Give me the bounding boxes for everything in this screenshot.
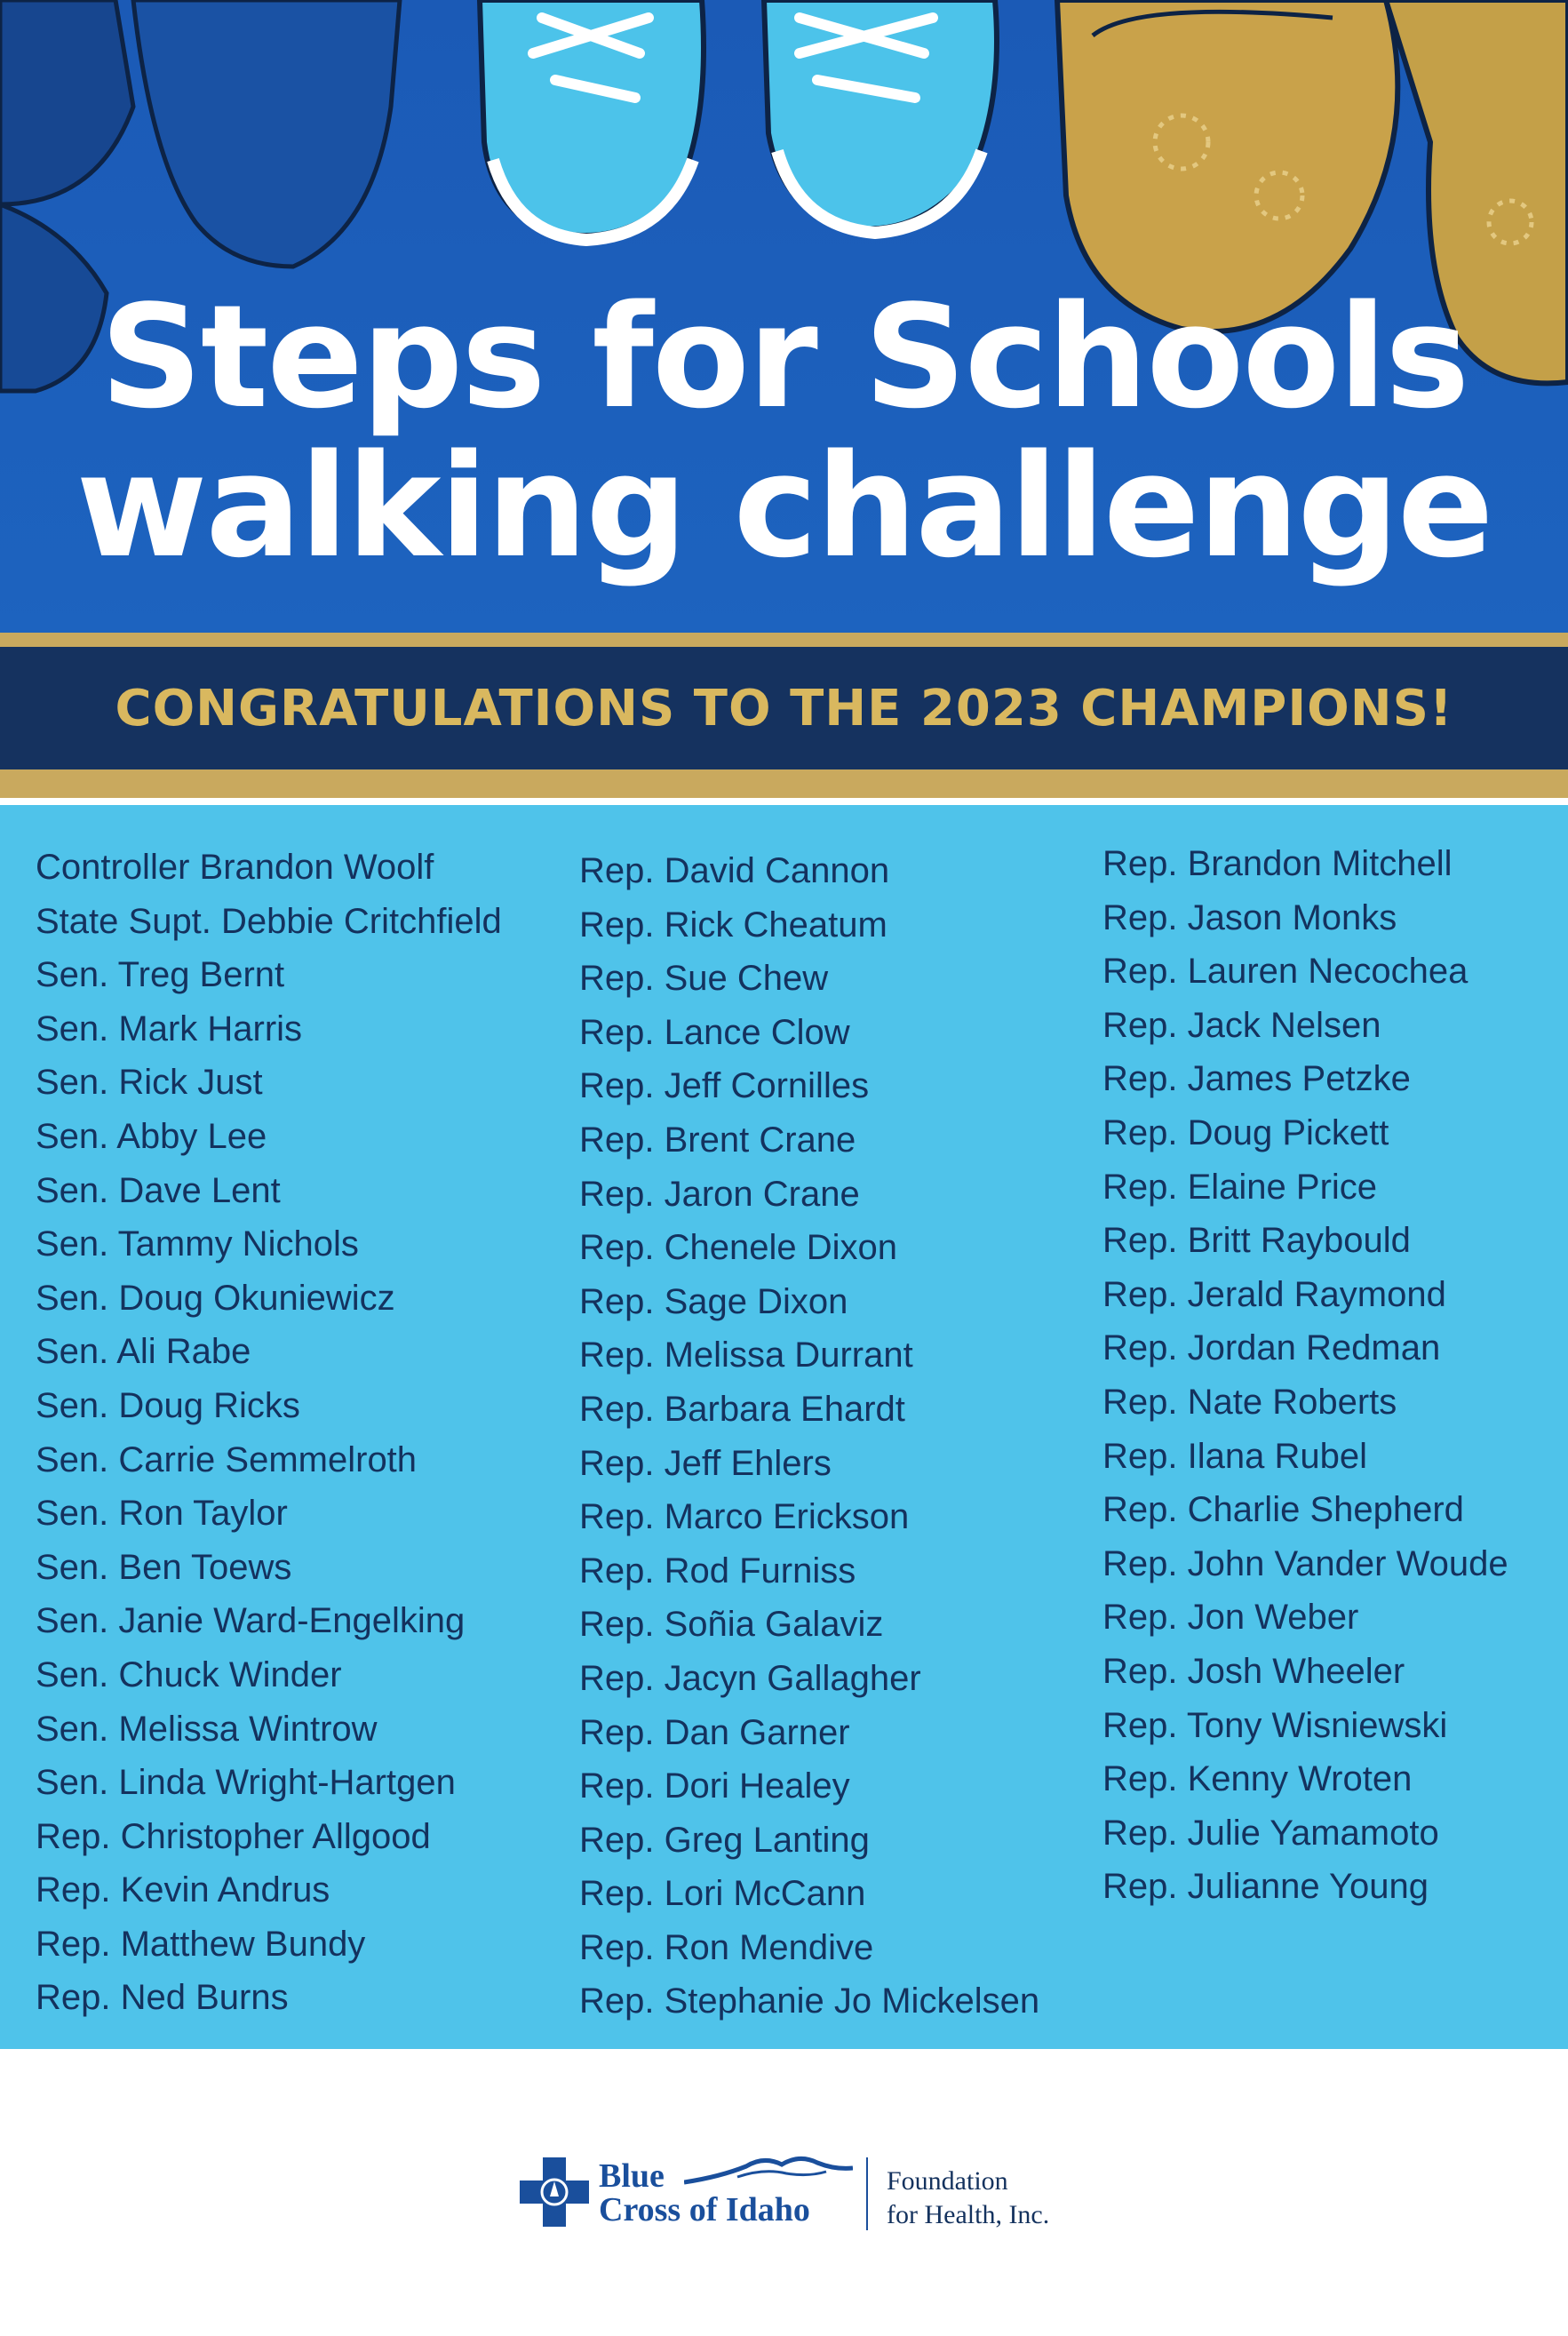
logo-divider <box>866 2157 868 2230</box>
list-item: Rep. Sage Dixon <box>579 1281 848 1321</box>
list-item: Rep. Stephanie Jo Mickelsen <box>579 1981 1040 2021</box>
list-item: Rep. Lori McCann <box>579 1874 866 1914</box>
list-item: Rep. Rick Cheatum <box>579 905 887 945</box>
scallop <box>1037 2058 1104 2093</box>
foundation-line-1: Foundation <box>887 2166 1008 2196</box>
list-item: Rep. Jaron Crane <box>579 1174 860 1214</box>
list-item: Rep. Dan Garner <box>579 1712 850 1752</box>
list-item: Rep. Rod Furniss <box>579 1551 856 1591</box>
list-item: State Supt. Debbie Critchfield <box>36 901 502 941</box>
logo-line-2: Cross of Idaho <box>599 2191 810 2228</box>
list-item: Sen. Ron Taylor <box>36 1494 288 1534</box>
list-item: Sen. Chuck Winder <box>36 1654 342 1694</box>
title-line-1: Steps for Schools <box>99 274 1469 440</box>
champions-column-3 <box>1102 837 1508 1914</box>
blue-cross-wordmark <box>599 2159 810 2227</box>
scallop <box>1099 2058 1166 2093</box>
list-item: Rep. John Vander Woude <box>1102 1543 1508 1583</box>
list-item: Rep. Greg Lanting <box>579 1820 870 1860</box>
champions-column-1 <box>36 841 502 2025</box>
scallop <box>664 2058 731 2093</box>
champions-column-2 <box>579 844 1039 2029</box>
scallop <box>353 2058 420 2093</box>
scallop <box>1534 2058 1568 2093</box>
list-item: Sen. Rick Just <box>36 1063 263 1103</box>
divider-line <box>0 798 1568 805</box>
gold-stripe-top <box>0 633 1568 647</box>
list-item: Rep. Matthew Bundy <box>36 1924 366 1964</box>
list-item: Controller Brandon Woolf <box>36 848 434 887</box>
scallop <box>788 2058 856 2093</box>
scallop <box>1410 2058 1477 2093</box>
scallop <box>1348 2058 1415 2093</box>
list-item: Rep. Jon Weber <box>1102 1598 1359 1638</box>
list-item: Sen. Mark Harris <box>36 1009 303 1048</box>
scallop <box>415 2058 482 2093</box>
list-item: Rep. Ilana Rubel <box>1102 1436 1367 1476</box>
scallop <box>975 2058 1042 2093</box>
scallop <box>850 2058 918 2093</box>
list-item: Rep. Kenny Wroten <box>1102 1759 1413 1799</box>
banner-text: CONGRATULATIONS TO THE 2023 CHAMPIONS! <box>115 679 1453 737</box>
congratulations-banner <box>0 647 1568 769</box>
scallop <box>539 2058 607 2093</box>
list-item: Rep. Melissa Durrant <box>579 1335 913 1375</box>
scallop <box>1223 2058 1291 2093</box>
list-item: Sen. Ben Toews <box>36 1547 292 1587</box>
list-item: Sen. Abby Lee <box>36 1116 267 1156</box>
list-item: Rep. Josh Wheeler <box>1102 1651 1405 1691</box>
list-item: Rep. Jacyn Gallagher <box>579 1658 921 1698</box>
scallop <box>228 2058 296 2093</box>
list-item: Sen. Ali Rabe <box>36 1332 251 1372</box>
scalloped-edge <box>0 2040 1568 2093</box>
page-title <box>0 274 1568 589</box>
list-item: Rep. Brandon Mitchell <box>1102 844 1453 883</box>
scallop <box>166 2058 234 2093</box>
list-item: Sen. Linda Wright-Hartgen <box>36 1763 456 1803</box>
list-item: Rep. James Petzke <box>1102 1059 1411 1099</box>
list-item: Rep. Lance Clow <box>579 1012 850 1052</box>
list-item: Rep. Jerald Raymond <box>1102 1274 1446 1314</box>
scallop <box>1161 2058 1229 2093</box>
list-item: Rep. Jeff Cornilles <box>579 1066 870 1106</box>
list-item: Rep. Britt Raybould <box>1102 1221 1411 1261</box>
list-item: Rep. Barbara Ehardt <box>579 1389 905 1429</box>
list-item: Rep. Sue Chew <box>579 959 829 999</box>
list-item: Rep. Soñia Galaviz <box>579 1605 884 1645</box>
list-item: Rep. Jeff Ehlers <box>579 1443 832 1483</box>
foundation-line-2: for Health, Inc. <box>887 2200 1050 2229</box>
list-item: Rep. Julie Yamamoto <box>1102 1813 1439 1853</box>
scallop <box>104 2058 171 2093</box>
list-item: Sen. Dave Lent <box>36 1170 281 1210</box>
list-item: Rep. Dori Healey <box>579 1766 850 1806</box>
list-item: Rep. Brent Crane <box>579 1120 856 1160</box>
header-area <box>0 0 1568 633</box>
list-item: Rep. Tony Wisniewski <box>1102 1705 1448 1745</box>
list-item: Rep. Charlie Shepherd <box>1102 1490 1464 1530</box>
scallop <box>477 2058 545 2093</box>
list-item: Rep. Ron Mendive <box>579 1927 874 1967</box>
logo-line-1: Blue <box>599 2157 665 2195</box>
list-item: Rep. Jordan Redman <box>1102 1328 1441 1368</box>
scallop <box>291 2058 358 2093</box>
list-item: Sen. Doug Okuniewicz <box>36 1278 395 1318</box>
list-item: Sen. Tammy Nichols <box>36 1224 359 1264</box>
list-item: Sen. Treg Bernt <box>36 955 285 995</box>
list-item: Rep. Ned Burns <box>36 1978 289 2018</box>
list-item: Rep. Jason Monks <box>1102 897 1397 937</box>
list-item: Rep. Nate Roberts <box>1102 1382 1397 1422</box>
list-item: Rep. Doug Pickett <box>1102 1112 1389 1152</box>
list-item: Rep. Kevin Andrus <box>36 1870 330 1910</box>
scallop <box>726 2058 793 2093</box>
list-item: Rep. Chenele Dixon <box>579 1228 897 1268</box>
scallop <box>601 2058 669 2093</box>
list-item: Sen. Carrie Semmelroth <box>36 1439 418 1479</box>
scallop <box>0 2058 47 2093</box>
foundation-text <box>887 2165 1049 2232</box>
list-item: Rep. Jack Nelsen <box>1102 1005 1381 1045</box>
list-item: Rep. Marco Erickson <box>579 1497 910 1537</box>
blue-cross-logo-icon <box>520 2157 589 2227</box>
scallop <box>912 2058 980 2093</box>
list-item: Rep. Julianne Young <box>1102 1867 1429 1907</box>
list-item: Rep. Lauren Necochea <box>1102 952 1469 992</box>
list-item: Sen. Melissa Wintrow <box>36 1709 378 1749</box>
list-item: Rep. David Cannon <box>579 851 890 890</box>
scallop <box>1285 2058 1353 2093</box>
list-item: Rep. Elaine Price <box>1102 1167 1378 1207</box>
list-item: Sen. Janie Ward-Engelking <box>36 1601 466 1641</box>
gold-stripe-bottom <box>0 769 1568 798</box>
scallop <box>1472 2058 1540 2093</box>
list-item: Rep. Christopher Allgood <box>36 1816 431 1856</box>
scallop <box>42 2058 109 2093</box>
title-line-2: walking challenge <box>76 423 1492 589</box>
list-item: Sen. Doug Ricks <box>36 1385 300 1425</box>
